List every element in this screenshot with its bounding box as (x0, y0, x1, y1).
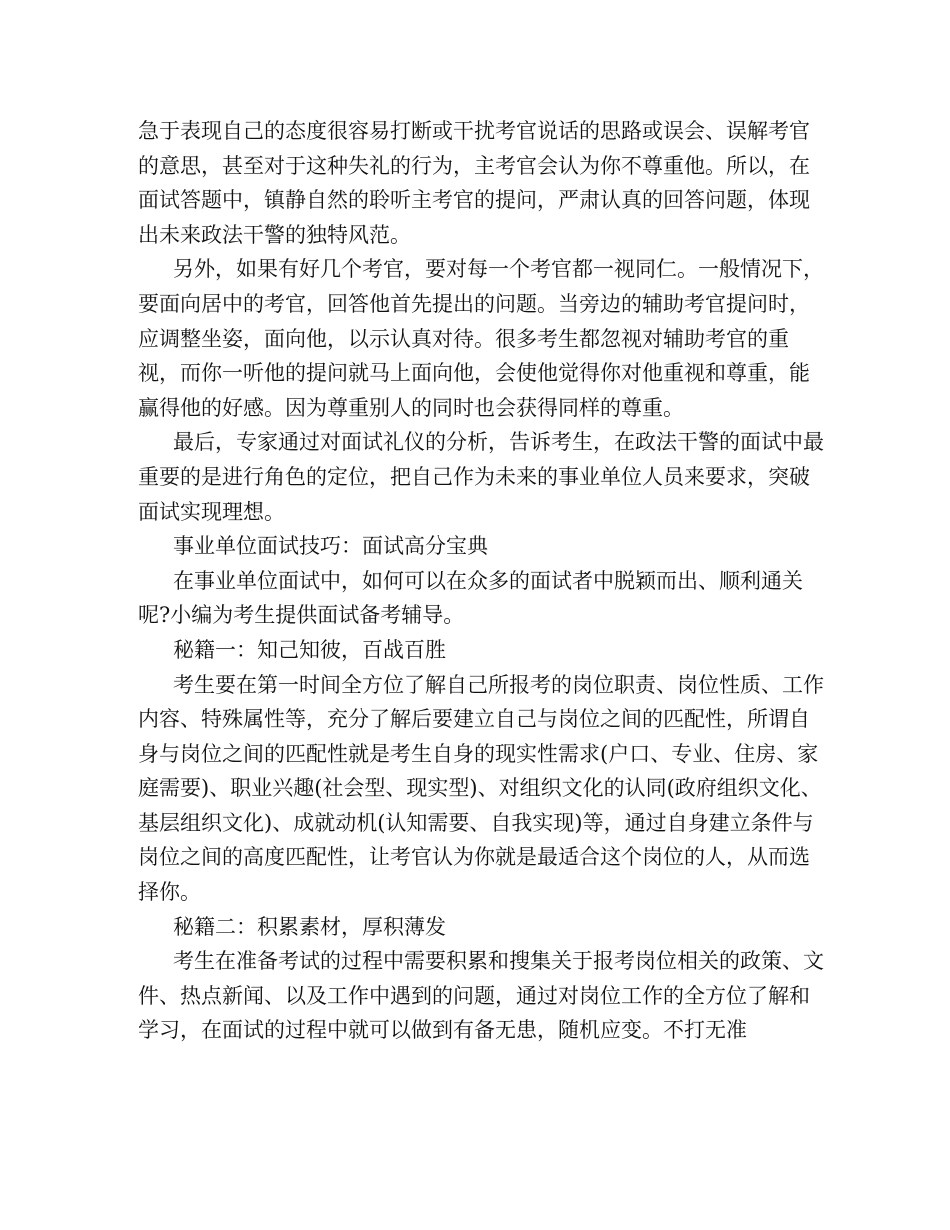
paragraph-9: 考生在准备考试的过程中需要积累和搜集关于报考岗位相关的政策、文件、热点新闻、以及工作中遇到的问题，通过对岗位工作的全方位了解和学习，在面试的过程中就可以做到有备无患，随机应变。不打无准 (138, 949, 824, 1043)
paragraph-1: 急于表现自己的态度很容易打断或干扰考官说话的思路或误会、误解考官的意思，甚至对于这种失礼的行为，主考官会认为你不尊重他。所以，在面试答题中，镇静自然的聆听主考官的提问，严肃认真的回答问题，体现出未来政法干警的独特风范。 (138, 119, 810, 247)
paragraph-3: 最后，专家通过对面试礼仪的分析，告诉考生，在政法干警的面试中最重要的是进行角色的定位，把自己作为未来的事业单位人员来要求，突破面试实现理想。 (138, 430, 824, 524)
document-body (138, 114, 828, 1048)
tip-heading-1: 秘籍一：知己知彼，百战百胜 (173, 637, 446, 662)
tip-heading-2: 秘籍二：积累素材，厚积薄发 (173, 914, 446, 939)
paragraph-5: 在事业单位面试中，如何可以在众多的面试者中脱颖而出、顺利通关呢?小编为考生提供面试备考辅导。 (138, 568, 803, 628)
section-heading-interview-tips: 事业单位面试技巧：面试高分宝典 (173, 534, 488, 559)
paragraph-2: 另外，如果有好几个考官，要对每一个考官都一视同仁。一般情况下，要面向居中的考官，回答他首先提出的问题。当旁边的辅助考官提问时，应调整坐姿，面向他，以示认真对待。很多考生都忽视对辅助考官的重视，而你一听他的提问就马上面向他，会使他觉得你对他重视和尊重，能赢得他的好感。因为尊重别人的同时也会获得同样的尊重。 (138, 257, 824, 420)
paragraph-7: 考生要在第一时间全方位了解自己所报考的岗位职责、岗位性质、工作内容、特殊属性等，充分了解后要建立自己与岗位之间的匹配性，所谓自身与岗位之间的匹配性就是考生自身的现实性需求(户口、专业、住房、家庭需要)、职业兴趣(社会型、现实型)、对组织文化的认同(政府组织文化、基层组织文化)、成就动机(认知需要、自我实现)等，通过自身建立条件与岗位之间的高度匹配性，让考官认为你就是最适合这个岗位的人，从而选择你。 (138, 672, 824, 905)
